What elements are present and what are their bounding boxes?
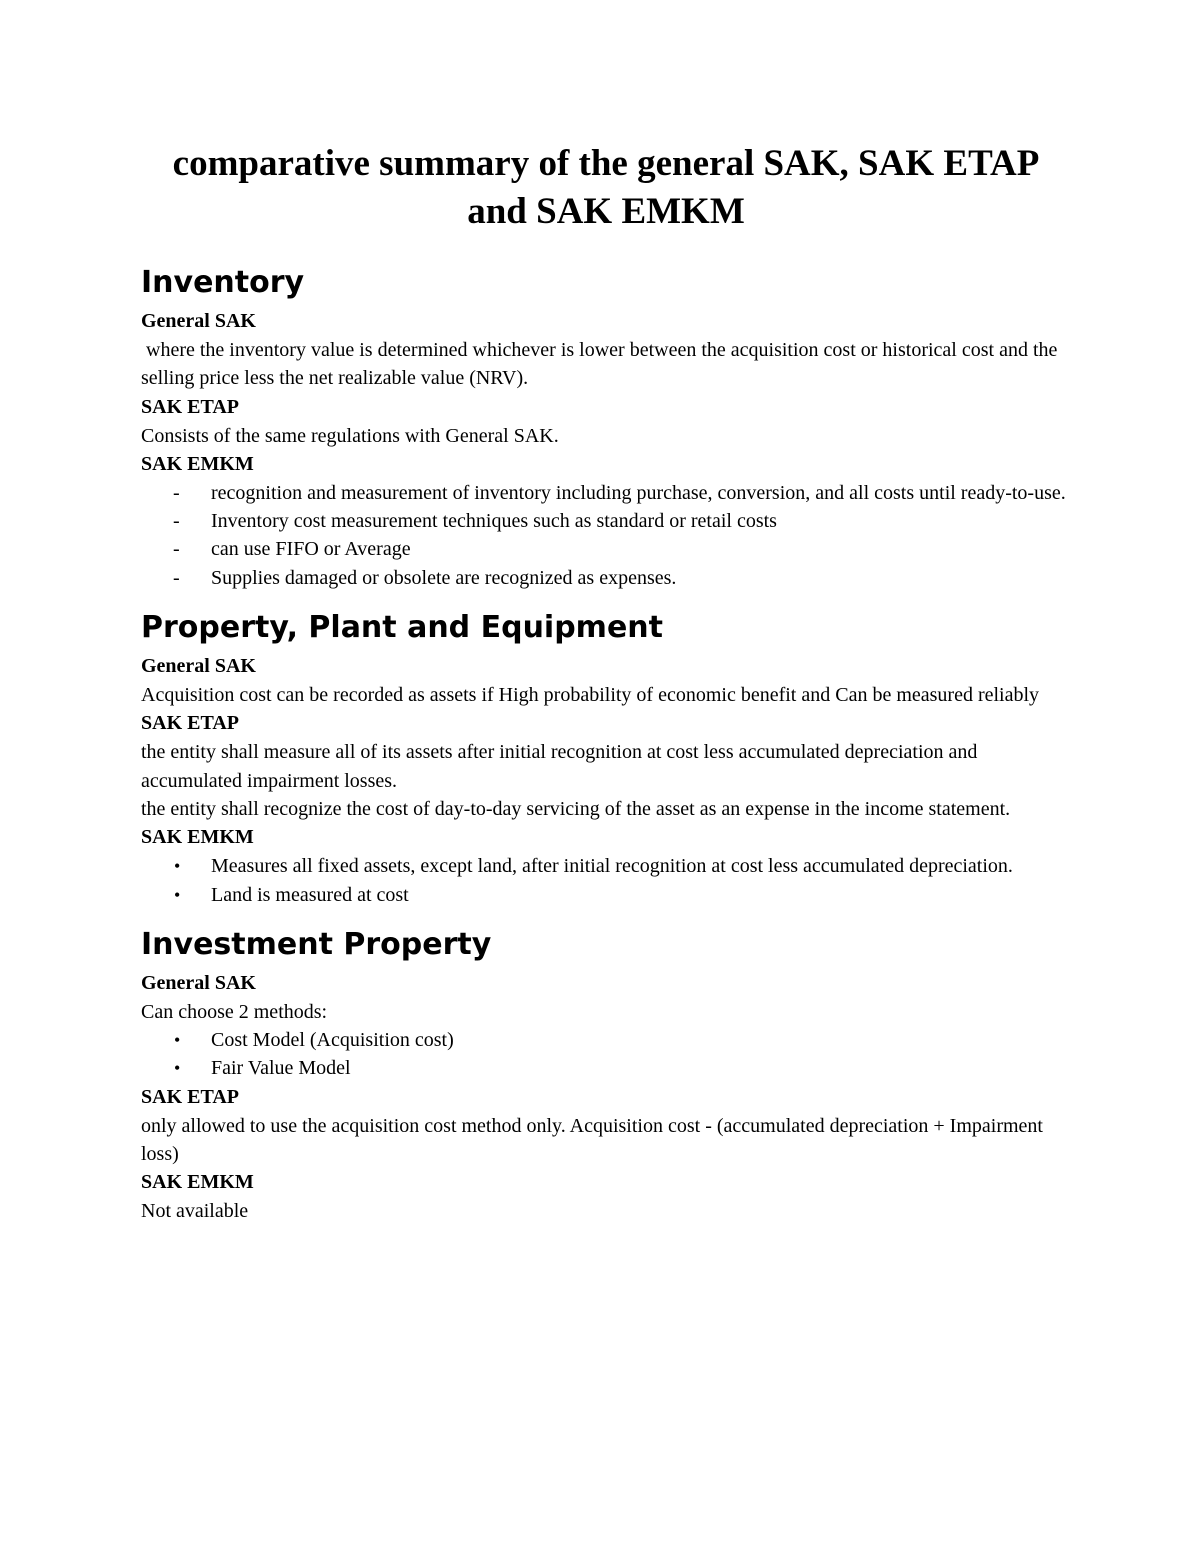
section-investment-property [141,923,1071,1226]
general-sak-heading: General SAK [141,971,256,994]
document-title-line-1: comparative summary of the general SAK, SAK ETAP [172,143,1040,184]
sak-etap-heading: SAK ETAP [141,712,239,735]
sak-etap-text: Consists of the same regulations with General SAK. [141,424,559,447]
list-item [141,479,1071,507]
bullet-marker: • [174,1058,181,1079]
section-property-plant-equipment [141,606,1071,909]
sak-emkm-heading: SAK EMKM [141,452,254,475]
document-title-line-2: and SAK EMKM [467,191,745,232]
sak-emkm-list [141,479,1071,592]
general-sak-list [141,1026,1071,1083]
general-sak-text: Acquisition cost can be recorded as assets if High probability of economic benefit and Can be measured reliably [141,684,1040,707]
sak-etap-text: only allowed to use the acquisition cost method only. Acquisition cost - (accumulated depreciation + Impairment loss) [141,1114,1043,1166]
general-sak-heading: General SAK [141,655,256,678]
section-heading: Inventory [141,265,305,300]
dash-marker: - [173,510,180,533]
sak-emkm-text: Not available [141,1200,249,1223]
section-inventory [141,261,1071,592]
general-sak-text: Can choose 2 methods: [141,1000,328,1023]
section-heading: Investment Property [141,926,492,962]
dash-marker: - [173,538,180,561]
list-item-text: Measures all fixed assets, except land, after initial recognition at cost less accumulated depreciation. [211,855,1013,878]
document-page [141,140,1071,1240]
list-item [141,1054,1071,1082]
bullet-marker: • [174,856,181,877]
list-item [141,852,1071,880]
list-item-text: can use FIFO or Average [211,538,411,561]
document-title [141,140,1071,236]
list-item-text: recognition and measurement of inventory including purchase, conversion, and all costs until ready-to-use. [211,481,1066,504]
list-item [141,564,1071,592]
sak-emkm-heading: SAK EMKM [141,826,254,849]
list-item-text: Supplies damaged or obsolete are recognized as expenses. [211,566,677,589]
list-item-text: Cost Model (Acquisition cost) [211,1029,454,1052]
list-item [141,881,1071,909]
dash-marker: - [173,566,180,589]
list-item [141,535,1071,563]
sak-etap-paragraph: the entity shall measure all of its assets after initial recognition at cost less accumulated depreciation and accumulated impairment losses. [141,741,978,792]
sak-emkm-list [141,852,1071,909]
list-item-text: Land is measured at cost [211,883,409,906]
general-sak-text: where the inventory value is determined whichever is lower between the acquisition cost or historical cost and the selling price less the net realizable value (NRV). [141,339,1063,390]
list-item-text: Inventory cost measurement techniques such as standard or retail costs [211,510,777,533]
list-item [141,507,1071,535]
sak-etap-heading: SAK ETAP [141,395,239,418]
sak-etap-heading: SAK ETAP [141,1085,239,1108]
list-item [141,1026,1071,1054]
sak-emkm-heading: SAK EMKM [141,1171,254,1194]
dash-marker: - [173,481,180,504]
sak-etap-paragraph: the entity shall recognize the cost of day-to-day servicing of the asset as an expense in the income statement. [141,797,1011,820]
list-item-text: Fair Value Model [211,1057,351,1080]
section-heading: Property, Plant and Equipment [141,610,663,646]
general-sak-heading: General SAK [141,310,256,332]
bullet-marker: • [174,1030,181,1051]
bullet-marker: • [174,884,181,905]
